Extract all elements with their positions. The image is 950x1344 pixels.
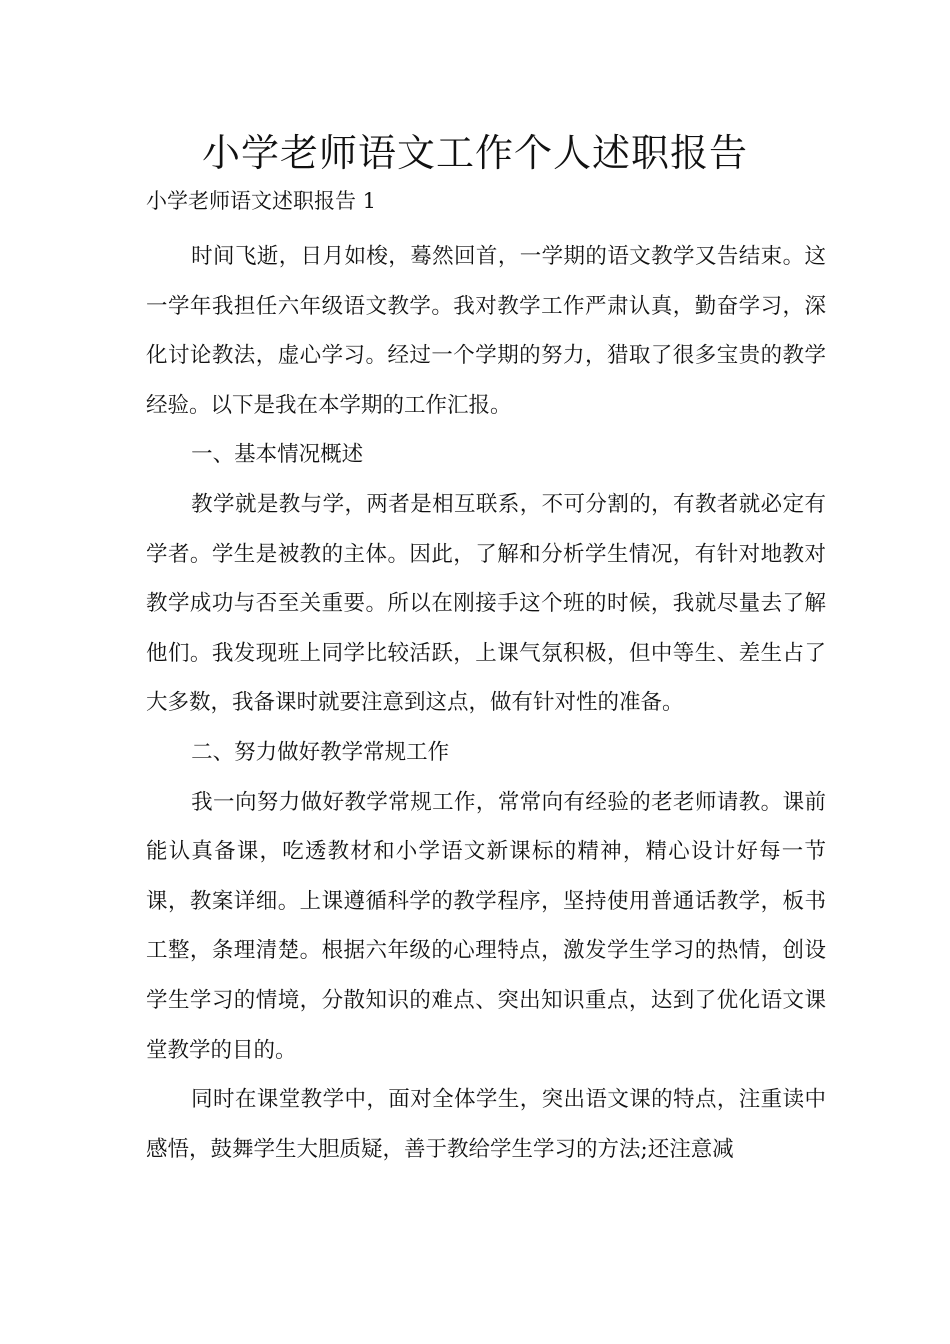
paragraph-teaching-routine: 我一向努力做好教学常规工作，常常向有经验的老老师请教。课前能认真备课，吃透教材和小学语文新课标的精神，精心设计好每一节课，教案详细。上课遵循科学的教学程序，坚持使用普通话教学，板书工整，条理清楚。根据六年级的心理特点，激发学生学习的热情，创设学生学习的情境，分散知识的难点、突出知识重点，达到了优化语文课堂教学的目的。 bbox=[146, 789, 826, 1063]
document-body bbox=[146, 232, 826, 1174]
paragraph-classroom-teaching: 同时在课堂教学中，面对全体学生，突出语文课的特点，注重读中感悟，鼓舞学生大胆质疑，善于教给学生学习的方法;还注意减 bbox=[146, 1087, 826, 1162]
section-heading-2: 二、努力做好教学常规工作 bbox=[191, 739, 450, 765]
document-title: 小学老师语文工作个人述职报告 bbox=[201, 131, 748, 175]
paragraph-intro: 时间飞逝，日月如梭，蓦然回首，一学期的语文教学又告结束。这一学年我担任六年级语文教学。我对教学工作严肃认真，勤奋学习，深化讨论教法，虚心学习。经过一个学期的努力，猎取了很多宝贵的教学经验。以下是我在本学期的工作汇报。 bbox=[146, 244, 826, 418]
document-subtitle: 小学老师语文述职报告 1 bbox=[146, 189, 377, 213]
section-heading-1: 一、基本情况概述 bbox=[191, 442, 364, 468]
paragraph-basic-situation: 教学就是教与学，两者是相互联系，不可分割的，有教者就必定有学者。学生是被教的主体。因此，了解和分析学生情况，有针对地教对教学成功与否至关重要。所以在刚接手这个班的时候，我就尽量去了解他们。我发现班上同学比较活跃，上课气氛积极，但中等生、差生占了大多数，我备课时就要注意到这点，做有针对性的准备。 bbox=[146, 491, 826, 716]
